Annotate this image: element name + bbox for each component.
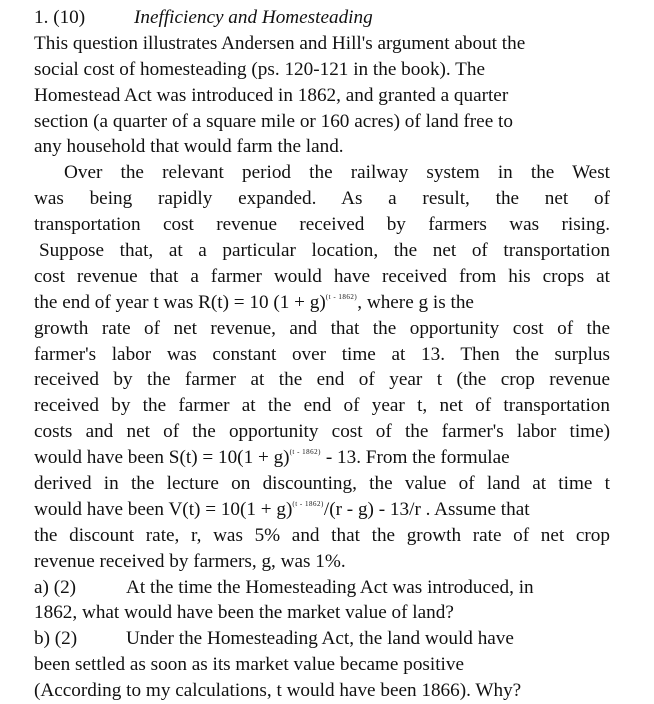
- text-line: Over the relevant period the railway system in the West: [64, 162, 610, 184]
- text-line: Homestead Act was introduced in 1862, and granted a quarter: [34, 84, 509, 106]
- revenue-formula-line: [34, 290, 610, 316]
- intro-paragraph: [34, 31, 610, 160]
- part-line: [34, 575, 610, 601]
- question-header: [34, 5, 610, 31]
- question-title: Inefficiency and Homesteading: [134, 7, 373, 28]
- text-line: transportation cost revenue received by farmers was rising.: [34, 214, 610, 236]
- text-line: derived in the lecture on discounting, the value of land at time t: [34, 473, 610, 495]
- part-text: At the time the Homesteading Act was introduced, in: [126, 576, 534, 598]
- text-line: was being rapidly expanded. As a result, the net of: [34, 188, 610, 210]
- body-paragraph: [34, 160, 610, 574]
- text-line: This question illustrates Andersen and Hill's argument about the: [34, 32, 526, 54]
- text-line: farmer's labor was constant over time at 13. Then the surplus: [34, 343, 610, 365]
- formula-exponent: (t - 1862): [325, 292, 358, 301]
- formula-text: , where g is the: [357, 291, 474, 313]
- value-formula-line: [34, 497, 610, 523]
- formula-text: - 13. From the formulae: [321, 447, 510, 469]
- text-line: revenue received by farmers, g, was 1%.: [34, 550, 346, 572]
- question-document: [34, 5, 610, 704]
- part-line: 1862, what would have been the market value of land?: [34, 602, 454, 624]
- text-line: cost revenue that a farmer would have received from his crops at: [34, 265, 610, 287]
- part-label: a) (2): [34, 576, 77, 598]
- part-b: [34, 626, 610, 704]
- text-line: costs and net of the opportunity cost of the farmer's labor time): [34, 421, 610, 443]
- formula-exponent: (t - 1862): [289, 448, 322, 457]
- part-a: [34, 575, 610, 627]
- part-line: (According to my calculations, t would have been 1866). Why?: [34, 680, 522, 702]
- formula-text: would have been V(t) = 10(1 + g): [34, 498, 293, 520]
- formula-text: the end of year t was R(t) = 10 (1 + g): [34, 291, 326, 313]
- text-line: section (a quarter of a square mile or 160 acres) of land free to: [34, 110, 513, 132]
- part-line: been settled as soon as its market value became positive: [34, 654, 464, 676]
- text-line: received by the farmer at the end of year t (the crop revenue: [34, 369, 610, 391]
- text-line: the discount rate, r, was 5% and that the growth rate of net crop: [34, 524, 610, 546]
- part-text: Under the Homesteading Act, the land would have: [126, 628, 514, 650]
- formula-exponent: (t - 1862): [292, 499, 324, 508]
- text-line: any household that would farm the land.: [34, 136, 344, 158]
- text-line: Suppose that, at a particular location, the net of transportation: [39, 240, 610, 262]
- surplus-formula-line: [34, 445, 610, 471]
- question-number: 1. (10): [34, 7, 86, 28]
- part-label: b) (2): [34, 628, 78, 650]
- formula-text: would have been S(t) = 10(1 + g): [34, 447, 290, 469]
- part-line: [34, 626, 610, 652]
- text-line: social cost of homesteading (ps. 120-121 in the book). The: [34, 58, 485, 80]
- text-line: growth rate of net revenue, and that the opportunity cost of the: [34, 317, 610, 339]
- text-line: received by the farmer at the end of year t, net of transportation: [34, 395, 610, 417]
- formula-text: /(r - g) - 13/r . Assume that: [323, 498, 530, 520]
